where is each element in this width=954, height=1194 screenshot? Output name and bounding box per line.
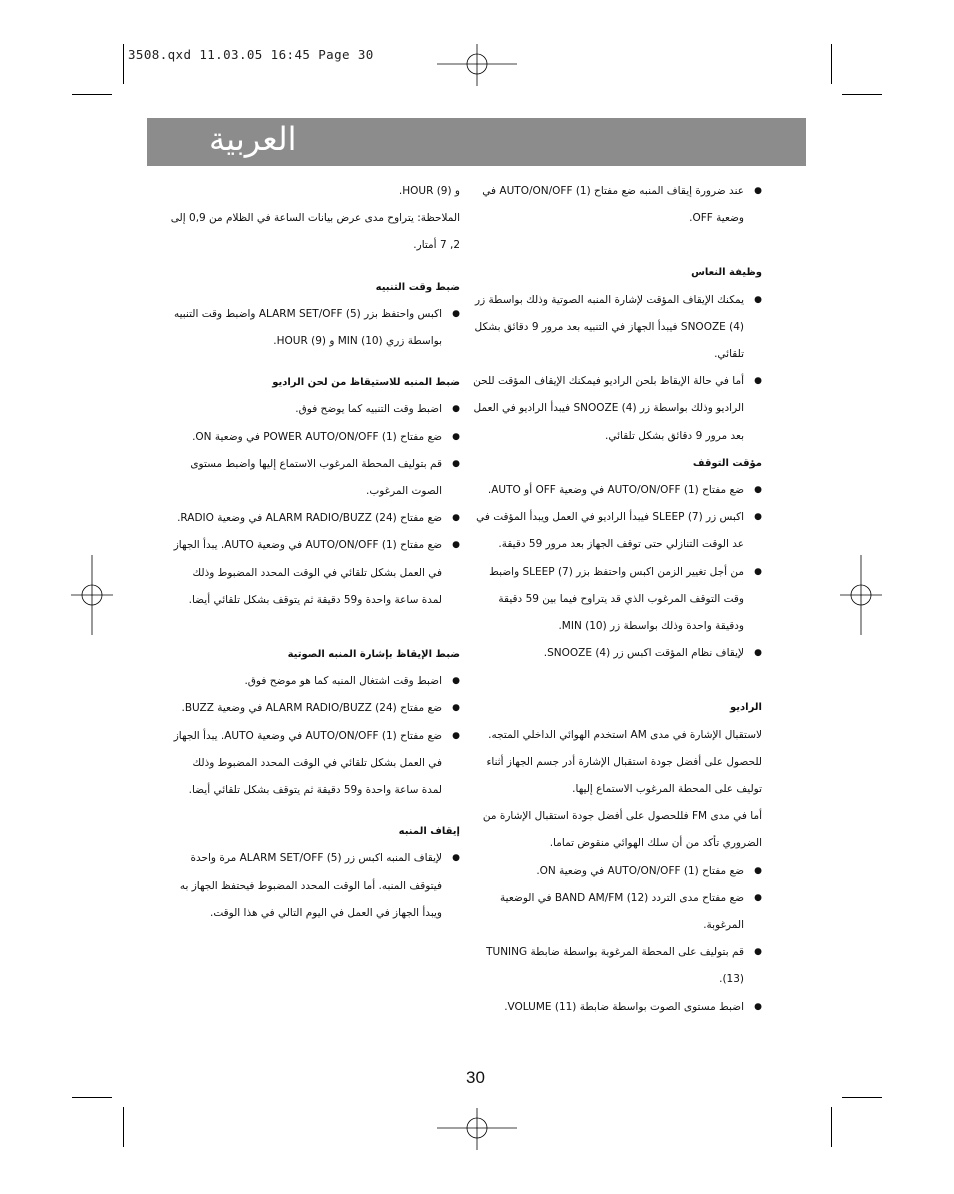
- bullet-item: [170, 668, 460, 695]
- bullet-item: [470, 559, 762, 641]
- bullet-text: أما في حالة الإيقاظ بلحن الراديو فيمكنك الإيقاف المؤقت للحن الراديو وذلك بواسطة زر SNOOZE (4) فيبدأ الراديو في العمل بعد مرور 9 دقائق بشكل تلقائي.: [473, 375, 744, 442]
- bullet-icon: ●: [452, 703, 460, 714]
- bullet-text: يمكنك الإيقاف المؤقت لإشارة المنبه الصوتية وذلك بواسطة زر SNOOZE (4) فيبدأ الجهاز في التنبيه بعد مرور 9 دقائق بشكل تلقائي.: [474, 293, 744, 361]
- bullet-item: [170, 723, 460, 805]
- bullet-icon: ●: [452, 853, 460, 864]
- print-slug: 3508.qxd 11.03.05 16:45 Page 30: [128, 47, 374, 62]
- page-number: 30: [466, 1068, 485, 1087]
- bullet-text: عند ضرورة إيقاف المنبه ضع مفتاح AUTO/ON/OFF (1) في وضعية OFF.: [482, 185, 744, 225]
- bullet-icon: ●: [754, 294, 762, 305]
- bullet-text: اكبس زر SLEEP (7) فيبدأ الراديو في العمل ويبدأ المؤقت في عد الوقت التنازلي حتى توقف الجهاز بعد مرور 59 دقيقة.: [476, 511, 744, 551]
- bullet-icon: ●: [452, 431, 460, 442]
- paragraph: لاستقبال الإشارة في مدى AM استخدم الهوائي الداخلي المتجه. للحصول على أفضل جودة استقبال الإشارة أدر جسم الجهاز أثناء توليف على المحطة المرغوب الاستماع إليها.: [486, 728, 762, 796]
- bullet-item: [470, 858, 762, 885]
- bullet-item: [470, 368, 762, 450]
- bullet-item: [170, 396, 460, 423]
- bullet-text: ضع مفتاح AUTO/ON/OFF (1) في وضعية AUTO. يبدأ الجهاز في العمل بشكل تلقائي في الوقت المحدد المضبوط وذلك لمدة ساعة واحدة و59 دقيقة ثم يتوقف بشكل تلقائي أيضا.: [173, 729, 442, 797]
- paragraph: أما في مدى FM فللحصول على أفضل جودة استقبال الإشارة من الضروري تأكد من أن سلك الهوائي منقوض تماما.: [482, 810, 762, 850]
- bullet-text: ضع مفتاح POWER AUTO/ON/OFF (1) في وضعية ON.: [192, 430, 442, 443]
- title-banner: [147, 118, 806, 166]
- bullet-icon: ●: [754, 566, 762, 577]
- left-column: [170, 178, 460, 927]
- bullet-text: ضع مفتاح مدى التردد BAND AM/FM (12) في الوضعية المرغوبة.: [500, 891, 744, 932]
- bullet-icon: ●: [754, 865, 762, 876]
- spacer: [170, 804, 460, 818]
- bullet-icon: ●: [452, 676, 460, 687]
- bullet-text: ضع مفتاح AUTO/ON/OFF (1) في وضعية ON.: [536, 864, 744, 877]
- registration-mark-right: [840, 555, 882, 635]
- bullet-item: [170, 695, 460, 722]
- crop-mark: [831, 1107, 832, 1147]
- bullet-item: [470, 178, 762, 232]
- spacer: [170, 614, 460, 641]
- bullet-item: [170, 301, 460, 355]
- crop-mark: [842, 94, 882, 95]
- bullet-icon: ●: [452, 404, 460, 415]
- bullet-text: ضع مفتاح ALARM RADIO/BUZZ (24) في وضعية RADIO.: [177, 512, 442, 525]
- section-heading: ضبط الإيقاظ بإشارة المنبه الصوتية: [287, 649, 460, 661]
- bullet-icon: ●: [754, 892, 762, 903]
- spacer: [470, 232, 762, 259]
- bullet-item: [470, 287, 762, 369]
- bullet-item: [170, 505, 460, 532]
- page-title: العربية: [209, 120, 297, 158]
- bullet-item: [470, 504, 762, 558]
- spacer: [170, 355, 460, 369]
- bullet-item: [170, 532, 460, 614]
- bullet-icon: ●: [452, 730, 460, 741]
- bullet-item: [470, 477, 762, 504]
- bullet-icon: ●: [754, 485, 762, 496]
- bullet-text: ضع مفتاح AUTO/ON/OFF (1) في وضعية AUTO. يبدأ الجهاز في العمل بشكل تلقائي في الوقت المحدد المضبوط وذلك لمدة ساعة واحدة و59 دقيقة ثم يتوقف بشكل تلقائي أيضا.: [173, 539, 442, 606]
- bullet-text: اضبط وقت اشتغال المنبه كما هو موضح فوق.: [244, 675, 442, 688]
- paragraph: الملاحظة: يتراوح مدى عرض بيانات الساعة في الظلام من 0,9 إلى 2, 7 أمتار.: [170, 212, 460, 252]
- crop-mark: [842, 1097, 882, 1098]
- bullet-item: [170, 845, 460, 927]
- bullet-text: ضع مفتاح AUTO/ON/OFF (1) في وضعية OFF أو AUTO.: [487, 484, 744, 497]
- bullet-text: لإيقاف نظام المؤقت اكبس زر SNOOZE (4).: [543, 647, 744, 660]
- spacer: [170, 260, 460, 274]
- crop-mark: [123, 1107, 124, 1147]
- bullet-text: اضبط مستوى الصوت بواسطة ضابطة VOLUME (11).: [504, 1000, 744, 1013]
- bullet-text: اضبط وقت التنبيه كما يوضح فوق.: [295, 403, 442, 416]
- crop-mark: [123, 44, 124, 84]
- registration-mark-left: [71, 555, 113, 635]
- section-heading: ضبط وقت التنبيه: [375, 281, 460, 293]
- bullet-text: قم بتوليف على المحطة المرغوبة بواسطة ضابطة TUNING (13).: [486, 946, 744, 986]
- bullet-text: قم بتوليف المحطة المرغوب الاستماع إليها واضبط مستوى الصوت المرغوب.: [190, 457, 442, 498]
- bullet-icon: ●: [754, 376, 762, 387]
- bullet-icon: ●: [754, 512, 762, 523]
- section-heading: مؤقت التوقف: [692, 457, 762, 469]
- bullet-icon: ●: [754, 186, 762, 196]
- bullet-text: من أجل تغيير الزمن اكبس واحتفظ بزر SLEEP (7) واضبط وقت التوقف المرغوب الذي قد يتراوح فيما بين 59 دقيقة ودقيقة واحدة وذلك بواسطة زر MIN (10).: [489, 565, 744, 633]
- bullet-item: [470, 885, 762, 939]
- bullet-text: ضع مفتاح ALARM RADIO/BUZZ (24) في وضعية BUZZ.: [181, 702, 442, 715]
- registration-mark-bottom: [437, 1108, 517, 1150]
- section-heading: إيقاف المنبه: [398, 826, 460, 838]
- bullet-icon: ●: [754, 1001, 762, 1012]
- bullet-icon: ●: [754, 648, 762, 659]
- section-heading: الراديو: [730, 702, 762, 714]
- crop-mark: [72, 1097, 112, 1098]
- right-column: [470, 178, 762, 1021]
- bullet-item: [170, 424, 460, 451]
- bullet-icon: ●: [754, 947, 762, 958]
- bullet-icon: ●: [452, 308, 460, 319]
- section-heading: وظيفة النعاس: [691, 267, 762, 279]
- section-heading: ضبط المنبه للاستيقاظ من لحن الراديو: [272, 377, 460, 389]
- bullet-icon: ●: [452, 458, 460, 469]
- bullet-icon: ●: [452, 540, 460, 551]
- bullet-item: [470, 939, 762, 993]
- bullet-icon: ●: [452, 513, 460, 524]
- bullet-item: [470, 994, 762, 1021]
- bullet-item: [470, 640, 762, 667]
- bullet-item: [170, 451, 460, 505]
- paragraph: و HOUR (9).: [398, 185, 460, 197]
- spacer: [470, 667, 762, 694]
- crop-mark: [72, 94, 112, 95]
- bullet-text: لإيقاف المنبه اكبس زر ALARM SET/OFF (5) مرة واحدة فيتوقف المنبه. أما الوقت المحدد المضبوط فيحتفظ الجهاز به ويبدأ الجهاز في العمل في اليوم التالي في هذا الوقت.: [179, 852, 442, 919]
- bullet-text: اكبس واحتفظ بزر ALARM SET/OFF (5) واضبط وقت التنبيه بواسطة زري MIN (10) و HOUR (9).: [173, 307, 442, 348]
- registration-mark-top: [437, 44, 517, 86]
- crop-mark: [831, 44, 832, 84]
